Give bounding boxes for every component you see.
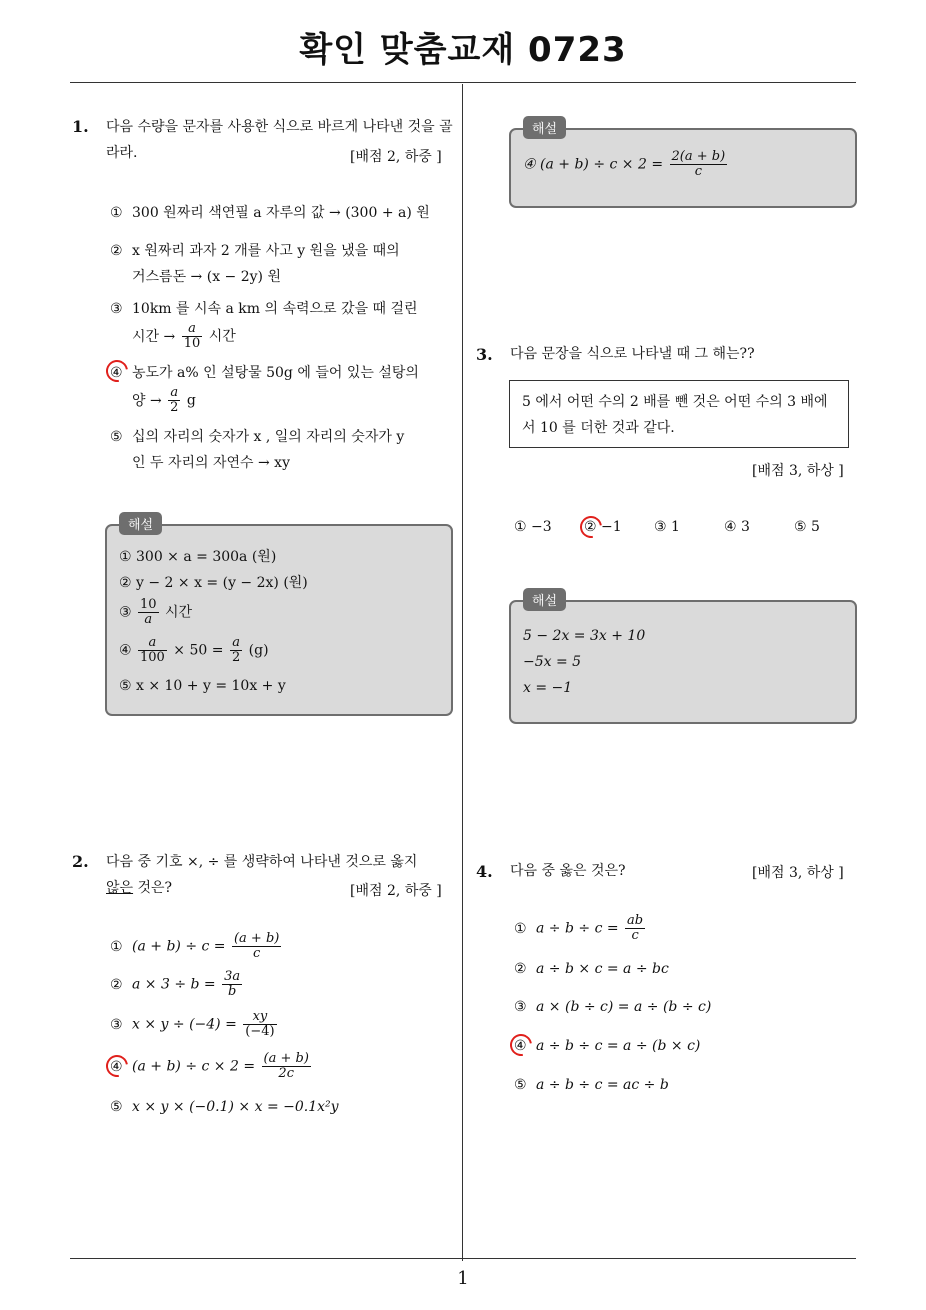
choice-1[interactable] [110, 932, 283, 961]
choice-5[interactable] [110, 1094, 339, 1120]
solution-line: ④ (a + b) ÷ c × 2 = $\frac{2(a + b)}{c}$ [523, 149, 726, 179]
question-meta: [배점 2, 하중 ] [350, 883, 442, 899]
choice-text: a ÷ b ÷ c = [536, 920, 619, 937]
question-stem: 다음 문장을 식으로 나타낼 때 그 해는?? [510, 346, 755, 362]
question-meta: [배점 3, 하상 ] [752, 865, 844, 881]
choice-number: ③ [110, 1016, 123, 1033]
choice-1[interactable] [514, 914, 647, 943]
solution-line: ② y − 2 × x = (y − 2x) (원) [119, 575, 308, 591]
solution-line: ④ $\frac{a}{100}$ × 50 = $\frac{a}{2}$ (g) [119, 635, 269, 665]
choice-2[interactable] [514, 956, 669, 982]
page-number: 1 [457, 1268, 469, 1289]
choice-text: 시간 → [132, 328, 176, 345]
choice-number: ⑤ [514, 1077, 527, 1093]
solution-line: ③ $\frac{10}{a}$ 시간 [119, 597, 193, 627]
solution-box [509, 122, 857, 208]
choice-1[interactable]: ① −3 [514, 519, 552, 535]
choice-number: ② [110, 976, 123, 993]
fraction: $\frac{(a + b)}{c}$ [233, 931, 280, 961]
question-number: 4. [476, 862, 493, 881]
solution-tag: 해설 [523, 588, 566, 611]
choice-2[interactable] [110, 970, 244, 999]
solution-box [105, 518, 453, 716]
choice-number: ① [110, 938, 123, 955]
choice-number: ① [514, 920, 527, 937]
solution-line: 5 − 2x = 3x + 10 [523, 628, 646, 644]
choice-text: 양 → [132, 392, 162, 409]
choice-text: (a + b) ÷ c = [132, 938, 226, 955]
question-stem: 다음 중 기호 ×, ÷ 를 생략하여 나타낸 것으로 옳지 않은 것은? [106, 854, 418, 896]
question-meta: [배점 2, 하중 ] [350, 149, 442, 165]
choice-text: a ÷ b × c = a ÷ bc [536, 961, 669, 977]
choice-text: 시간 [208, 328, 236, 345]
choice-2[interactable]: ② −1 [584, 519, 622, 535]
choice-text: a × 3 ÷ b = [132, 976, 216, 993]
header-rule [70, 82, 856, 83]
choice-1[interactable] [110, 200, 430, 226]
choice-text: a × (b ÷ c) = a ÷ (b ÷ c) [536, 999, 712, 1015]
choice-text: 10km 를 시속 a km 의 속력으로 갔을 때 걸린 [132, 301, 418, 317]
choice-4[interactable] [110, 360, 419, 415]
fraction: $\frac{ab}{c}$ [627, 913, 644, 943]
choice-2[interactable] [110, 238, 400, 290]
choice-text: (a + b) ÷ c × 2 = [132, 1058, 256, 1075]
choice-4[interactable] [110, 1052, 313, 1081]
choice-text: g [186, 392, 196, 409]
column-divider [462, 84, 463, 1261]
fraction: $\frac{a}{2}$ [170, 385, 179, 415]
choice-number: ⑤ [110, 1099, 123, 1115]
question-meta: [배점 3, 하상 ] [752, 463, 844, 479]
question-number: 2. [72, 852, 89, 871]
choice-3[interactable] [110, 296, 418, 351]
choice-text: 십의 자리의 숫자가 x , 일의 자리의 숫자가 y [132, 429, 405, 445]
question-stem: 다음 중 옳은 것은? [510, 863, 626, 879]
choice-5[interactable]: ⑤ 5 [794, 519, 820, 535]
choice-number: ① [110, 205, 123, 221]
choice-3[interactable] [514, 994, 711, 1020]
choice-text: x × y ÷ (−4) = [132, 1016, 237, 1033]
choice-text: a ÷ b ÷ c = a ÷ (b × c) [536, 1038, 701, 1054]
solution-box [509, 594, 857, 724]
fraction: $\frac{a}{10}$ [183, 321, 201, 351]
condition-box: 5 에서 어떤 수의 2 배를 뺀 것은 어떤 수의 3 배에서 10 를 더한 것과 같다. [509, 380, 849, 448]
question-number: 1. [72, 117, 89, 136]
question-stem: 다음 수량을 문자를 사용한 식으로 바르게 나타낸 것을 골라라. [106, 119, 453, 161]
choice-number: ③ [514, 999, 527, 1015]
choice-4[interactable] [514, 1033, 700, 1059]
choice-text: x 원짜리 과자 2 개를 사고 y 원을 냈을 때의 [132, 243, 400, 259]
choice-text: a ÷ b ÷ c = ac ÷ b [536, 1077, 669, 1093]
footer-rule [70, 1258, 856, 1259]
choice-text: 농도가 a% 인 설탕물 50g 에 들어 있는 설탕의 [132, 365, 419, 381]
choice-text: 인 두 자리의 자연수 → xy [132, 455, 290, 471]
solution-line: ⑤ x × 10 + y = 10x + y [119, 678, 286, 694]
choice-5[interactable] [110, 424, 404, 476]
solution-line: −5x = 5 [523, 654, 582, 670]
page-title: 확인 맞춤교재 0723 [299, 30, 627, 70]
choice-number: ④ [110, 365, 123, 381]
choice-text: 300 원짜리 색연필 a 자루의 값 → (300 + a) 원 [132, 205, 430, 221]
choice-3[interactable] [110, 1010, 279, 1039]
fraction: $\frac{(a + b)}{2c}$ [263, 1051, 309, 1081]
choice-3[interactable]: ③ 1 [654, 519, 680, 535]
choice-number: ② [514, 961, 527, 977]
choice-text: 거스름돈 → (x − 2y) 원 [132, 269, 281, 285]
choice-5[interactable] [514, 1072, 669, 1098]
solution-line: x = −1 [523, 680, 573, 696]
choice-number: ⑤ [110, 429, 123, 445]
choice-number: ③ [110, 301, 123, 317]
fraction: $\frac{3a}{b}$ [224, 969, 241, 999]
solution-tag: 해설 [523, 116, 566, 139]
choice-number: ④ [514, 1038, 527, 1054]
choice-number: ② [110, 243, 123, 259]
solution-line: ① 300 × a = 300a (원) [119, 549, 277, 565]
question-number: 3. [476, 345, 493, 364]
choice-number: ④ [110, 1058, 123, 1075]
fraction: $\frac{xy}{(-4)}$ [245, 1009, 275, 1039]
choice-4[interactable]: ④ 3 [724, 519, 750, 535]
solution-tag: 해설 [119, 512, 162, 535]
choice-text: x × y × (−0.1) × x = −0.1x²y [132, 1099, 339, 1115]
